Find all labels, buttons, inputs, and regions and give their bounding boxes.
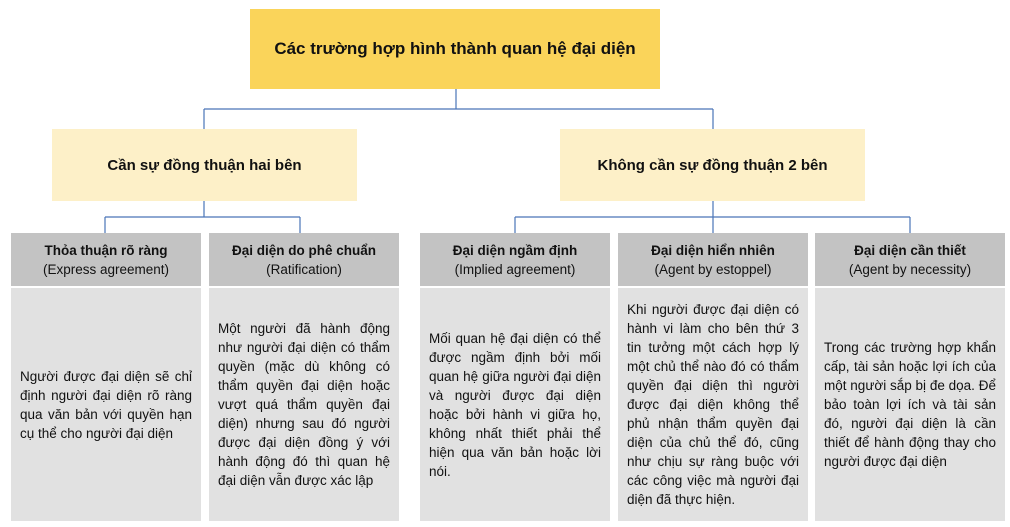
leaf-title: Đại diện hiển nhiên <box>651 242 775 258</box>
leaf-description: Khi người được đại diện có hành vi làm cho bên thứ 3 tin tưởng một cách hợp lý một chủ thể nào đó có thẩm quyền đại diện thì người được đại diện không thể phủ nhận thẩm quyền đại diện của chủ thể đó, cũng như chịu sự ràng buộc với các công việc mà người đại diện đã thực hiện. <box>627 302 799 507</box>
leaf-express-agreement-body <box>11 288 201 521</box>
leaf-description: Mối quan hệ đại diện có thể được ngầm định bởi mối quan hệ giữa người đại diện và người được đại diện hoặc bởi hành vi giữa họ, không nhất thiết phải thể hiện qua văn bản hoặc lời nói. <box>429 330 601 479</box>
root-title: Các trường hợp hình thành quan hệ đại diện <box>274 39 636 58</box>
branch-no-mutual-consent <box>560 129 865 201</box>
leaf-title: Đại diện cần thiết <box>854 242 966 258</box>
leaf-description: Một người đã hành động như người đại diện có thẩm quyền (mặc dù không có thẩm quyền đại diện hoặc vượt quá thẩm quyền đại diện) nhưng sau đó người được đại diện đồng ý với hành động đó thì quan hệ đại diện vẫn được xác lập <box>218 321 390 488</box>
leaf-title: Thỏa thuận rõ ràng <box>44 242 168 258</box>
leaf-agent-by-estoppel-body <box>618 288 808 521</box>
leaf-subtitle: (Implied agreement) <box>454 261 576 277</box>
leaf-agent-by-necessity-body <box>815 288 1005 521</box>
leaf-title: Đại diện do phê chuẩn <box>231 242 376 258</box>
leaf-title: Đại diện ngầm định <box>452 242 578 258</box>
branch-label: Cần sự đồng thuận hai bên <box>107 156 302 174</box>
leaf-ratification-body <box>209 288 399 521</box>
leaf-agent-by-necessity-header <box>815 233 1005 286</box>
leaf-subtitle: (Agent by estoppel) <box>654 261 772 277</box>
leaf-subtitle: (Express agreement) <box>42 261 170 277</box>
leaf-express-agreement-header <box>11 233 201 286</box>
leaf-description: Trong các trường hợp khẩn cấp, tài sản hoặc lợi ích của một người sắp bị đe dọa. Để bảo toàn lợi ích và tài sản đó, người đại diện là cần thiết để hành động thay cho người được đại diện <box>824 340 996 469</box>
leaf-implied-agreement-body <box>420 288 610 521</box>
branch-mutual-consent <box>52 129 357 201</box>
leaf-ratification-header <box>209 233 399 286</box>
leaf-subtitle: (Agent by necessity) <box>848 261 972 277</box>
leaf-description: Người được đại diện sẽ chỉ định người đại diện rõ ràng qua văn bản với quyền hạn cụ thể cho người đại diện <box>20 368 192 441</box>
leaf-implied-agreement-header <box>420 233 610 286</box>
branch-label: Không cần sự đồng thuận 2 bên <box>597 156 828 174</box>
leaf-subtitle: (Ratification) <box>266 261 342 277</box>
root-node <box>250 9 660 89</box>
leaf-agent-by-estoppel-header <box>618 233 808 286</box>
